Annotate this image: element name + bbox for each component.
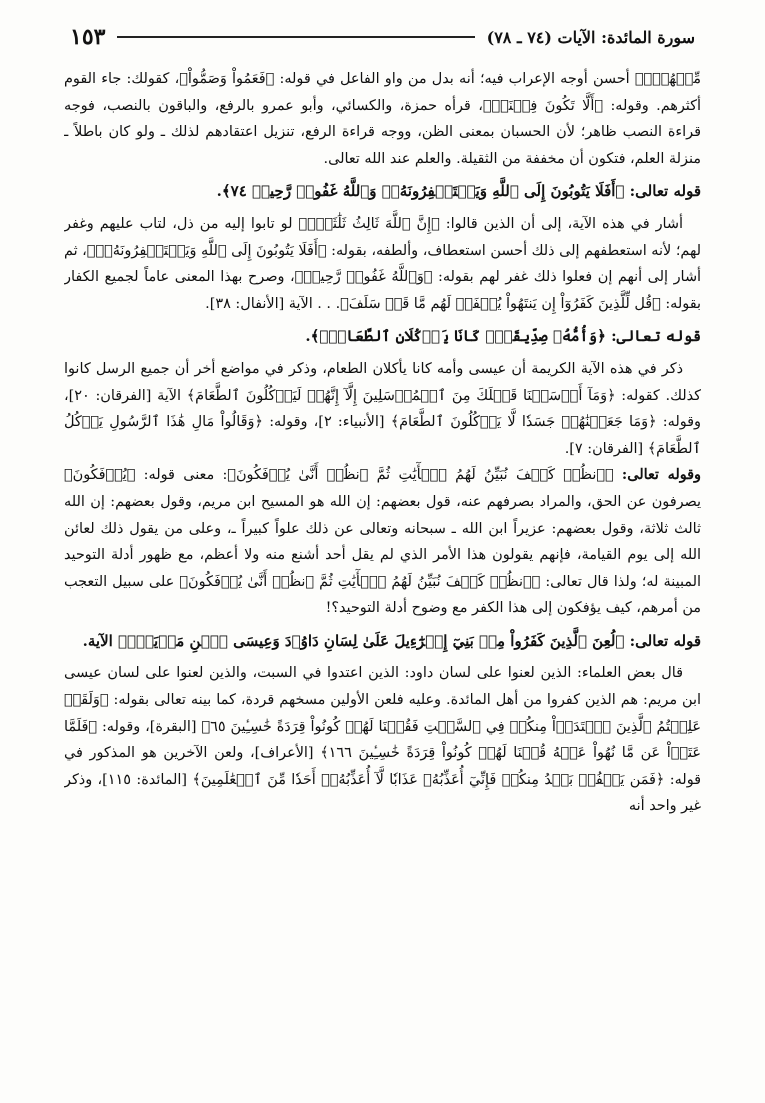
- paragraph-1: مِّنۡهُمۡۚ﴾ أحسن أوجه الإعراب فيه؛ أنه بدل من واو الفاعل في قوله: ﴿فَعَمُواْ وَصَمُّواْ﴾، كقولك: جاء القوم أكثرهم. وقوله: ﴿أَلَّا تَكُونَ فِتۡنَةٞ﴾، قرأه حمزة، والكسائي، وأبو عمرو بالرفع، والباقون بالنصب، فوجه قراءة النصب ظاهر؛ لأن الحسبان بمعنى الظن، ووجه قراءة الرفع، تنزيل اعتقادهم لذلك ـ ولو كان باطلاً ـ منزلة العلم، فتكون أن مخففة من الثقيلة. والعلم عند الله تعالى.: [64, 71, 701, 167]
- verse-text: ﴿لُعِنَ ٱلَّذِينَ كَفَرُواْ مِنۢ بَنِيٓ إِسۡرَٰٓءِيلَ عَلَىٰ لِسَانِ دَاوُۥدَ وَعِيسَى ٱبۡنِ مَرۡيَمَۚ﴾ الآية.: [82, 631, 625, 650]
- heading-label: وقوله تعالى:: [621, 466, 701, 484]
- page-header: [70, 22, 695, 52]
- header-rule: [117, 36, 474, 38]
- verse-heading-78: [64, 628, 701, 655]
- heading-label: قوله تعالى:: [611, 327, 701, 346]
- paragraph-3: ذكر في هذه الآية الكريمة أن عيسى وأمه كانا يأكلان الطعام، وذكر في مواضع أخر أن جميع الرسل كانوا كذلك. كقوله: ﴿وَمَآ أَرۡسَلۡنَا قَبۡلَكَ مِنَ ٱلۡمُرۡسَلِينَ إِلَّآ إِنَّهُمۡ لَيَأۡكُلُونَ ٱلطَّعَامَ﴾ الآية [الفرقان: ٢٠]، وقوله: ﴿وَمَا جَعَلۡنَٰهُمۡ جَسَدٗا لَّا يَأۡكُلُونَ ٱلطَّعَامَ﴾ [الأنبياء: ٢]، وقوله: ﴿وَقَالُواْ مَالِ هَٰذَا ٱلرَّسُولِ يَأۡكُلُ ٱلطَّعَامَ﴾ [الفرقان: ٧].: [64, 360, 701, 457]
- verse-heading-75: [64, 323, 701, 350]
- paragraph-5: قال بعض العلماء: الذين لعنوا على لسان داود: الذين اعتدوا في السبت، والذين لعنوا على لسان عيسى ابن مريم: هم الذين كفروا من أهل المائدة. وعليه فلعن الأولين مسخهم قردة، كما بينه تعالى بقوله: ﴿وَلَقَدۡ عَلِمۡتُمُ ٱلَّذِينَ ٱعۡتَدَوۡاْ مِنكُمۡ فِي ٱلسَّبۡتِ فَقُلۡنَا لَهُمۡ كُونُواْ قِرَدَةً خَٰسِـِٔينَ ٦٥﴾ [البقرة]، وقوله: ﴿فَلَمَّا عَتَوۡاْ عَن مَّا نُهُواْ عَنۡهُ قُلۡنَا لَهُمۡ كُونُواْ قِرَدَةً خَٰسِـِٔينَ ١٦٦﴾ [الأعراف]، ولعن الآخرين هو المذكور في قوله: ﴿فَمَن يَكۡفُرۡ بَعۡدُ مِنكُمۡ فَإِنِّيٓ أُعَذِّبُهُۥ عَذَابٗا لَّآ أُعَذِّبُهُۥٓ أَحَدٗا مِّنَ ٱلۡعَٰلَمِينَ﴾ [المائدة: ١١٥]، وذكر غير واحد أنه: [64, 665, 701, 815]
- running-title: سورة المائدة: الآيات (٧٤ ـ ٧٨): [486, 27, 695, 47]
- verse-text: ﴿ٱنظُرۡ كَيۡفَ نُبَيِّنُ لَهُمُ ٱلۡأٓيَٰتِ ثُمَّ ٱنظُرۡ أَنَّىٰ يُؤۡفَكُونَ﴾: معنى قوله: ﴿يُؤۡفَكُونَ﴾ يصرفون عن الحق، والمراد بصرفهم عنه، قول بعضهم: إن الله هو المسيح ابن مريم، وقول بعضهم: إن الله ثالث ثلاثة، وقول بعضهم: عزيراً ابن الله ـ سبحانه وتعالى عن ذلك علواً كبيراً ـ، وعلى من يقول ذلك لعائن الله إلى يوم القيامة، فإنهم يقولون هذا الأمر الذي لم يقل أحد أشنع منه ولا أعظم، مع ظهور أدلة التوحيد المبينة له؛ ولذا قال تعالى: ﴿ٱنظُرۡ كَيۡفَ نُبَيِّنُ لَهُمُ ٱلۡأٓيَٰتِ ثُمَّ ٱنظُرۡ أَنَّىٰ يُؤۡفَكُونَ﴾ على سبيل التعجب من أمرهم، كيف يؤفكون إلى هذا الكفر مع وضوح أدلة التوحيد؟!: [64, 467, 701, 617]
- verse-text: ﴿أَفَلَا يَتُوبُونَ إِلَى ٱللَّهِ وَيَسۡتَغۡفِرُونَهُۥۚ وَٱللَّهُ غَفُورٞ رَّحِيمٞ ٧٤﴾.: [216, 182, 625, 201]
- paragraph-4: [64, 462, 701, 622]
- page-number: ١٥٣: [70, 24, 106, 50]
- heading-label: قوله تعالى:: [629, 631, 701, 650]
- paragraph-2: أشار في هذه الآية، إلى أن الذين قالوا: ﴿إِنَّ ٱللَّهَ ثَالِثُ ثَلَٰثَةٖۘ﴾ لو تابوا إليه من ذل، لتاب عليهم وغفر لهم؛ لأنه استعطفهم إلى ذلك أحسن استعطاف، وألطفه، بقوله: ﴿أَفَلَا يَتُوبُونَ إِلَى ٱللَّهِ وَيَسۡتَغۡفِرُونَهُۥۚ﴾، ثم أشار إلى أنهم إن فعلوا ذلك غفر لهم بقوله: ﴿وَٱللَّهُ غَفُورٞ رَّحِيمٞ﴾، وصرح بهذا المعنى عاماً لجميع الكفار بقوله: ﴿قُل لِّلَّذِينَ كَفَرُوٓاْ إِن يَنتَهُواْ يُغۡفَرۡ لَهُم مَّا قَدۡ سَلَفَ﴾. . . الآية [الأنفال: ٣٨].: [64, 215, 701, 312]
- heading-label: قوله تعالى:: [629, 182, 701, 201]
- verse-text: ﴿وَأُمُّهُۥ صِدِّيقَةٞۖ كَانَا يَأۡكُلَانِ ٱلطَّعَامَۗ﴾.: [305, 327, 606, 346]
- verse-heading-74: [64, 178, 701, 205]
- page-body: [64, 66, 701, 1083]
